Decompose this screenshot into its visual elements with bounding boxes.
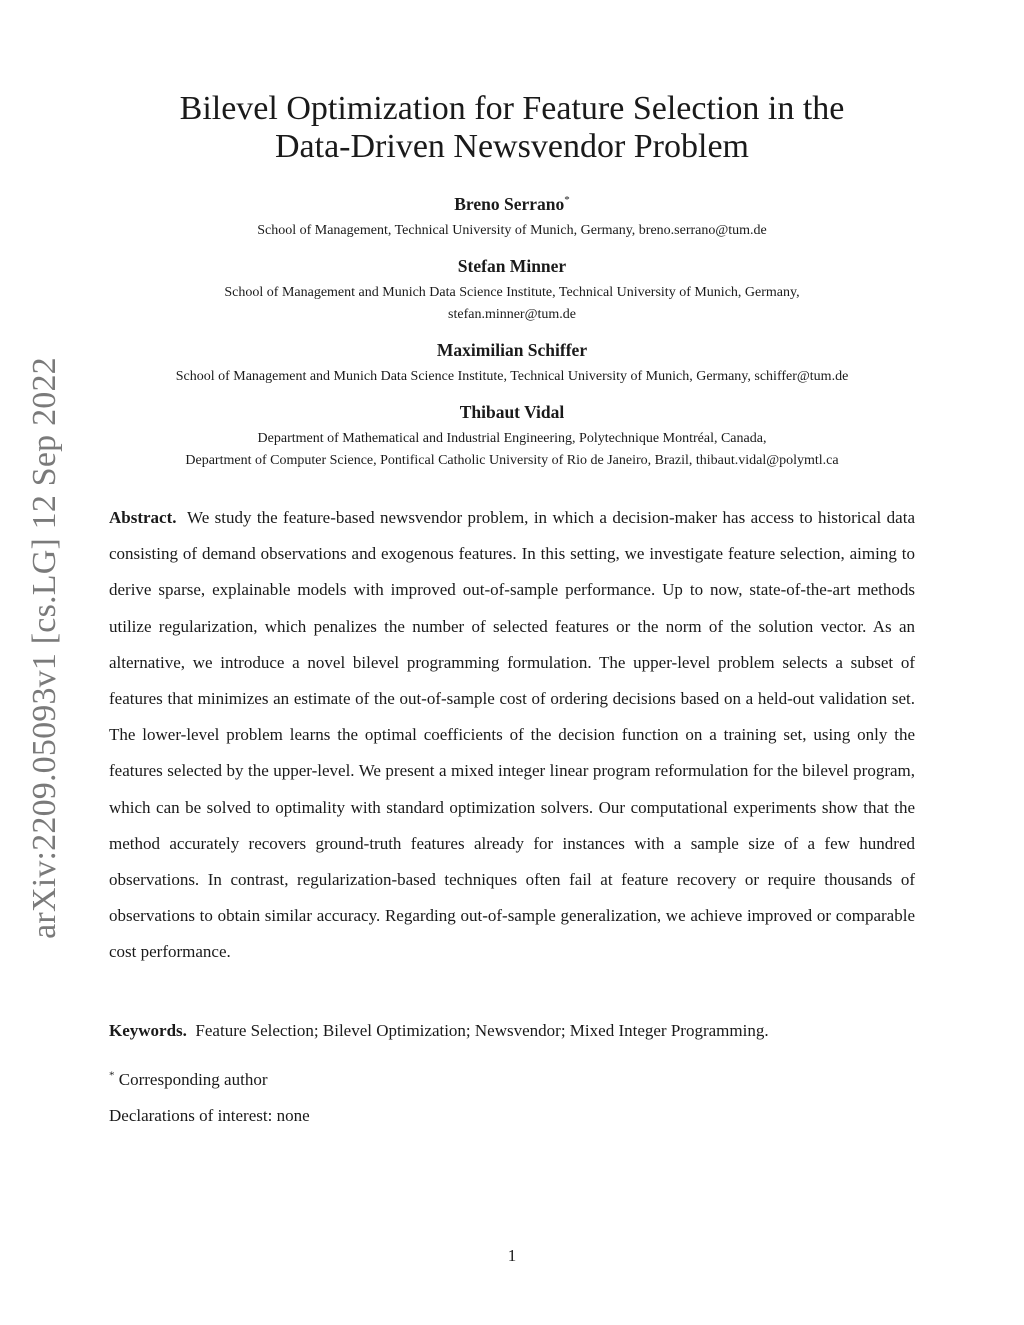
author-affiliation: School of Management, Technical University of Munich, Germany, breno.serrano@tum.de	[257, 223, 767, 238]
footnote-marker: *	[109, 1069, 115, 1082]
title-line-2: Data-Driven Newsvendor Problem	[275, 128, 749, 165]
keywords	[109, 1017, 915, 1045]
author-name: Maximilian Schiffer	[436, 340, 588, 360]
paper-title	[110, 90, 914, 166]
footnote-text: Corresponding author	[118, 1070, 268, 1089]
author-name: Breno Serrano*	[454, 194, 570, 214]
abstract	[109, 500, 915, 971]
author-block-1	[90, 193, 934, 242]
keywords-label: Keywords.	[109, 1021, 187, 1040]
author-block-2	[90, 255, 934, 326]
keywords-text: Feature Selection; Bilevel Optimization; Newsvendor; Mixed Integer Programming.	[195, 1021, 769, 1040]
abstract-text: We study the feature-based newsvendor problem, in which a decision-maker has access to historical data consisting of demand observations and exogenous features. In this setting, we investigate feature selection, aiming to derive sparse, explainable models with improved out-of-sample performance. Up to now, state-of-the-art methods utilize regularization, which penalizes the number of selected features or the norm of the solution vector. As an alternative, we introduce a novel bilevel programming formulation. The upper-level problem selects a subset of features that minimizes an estimate of the out-of-sample cost of ordering decisions based on a held-out validation set. The lower-level problem learns the optimal coefficients of the decision function on a training set, using only the features selected by the upper-level. We present a mixed integer linear program reformulation for the bilevel program, which can be solved to optimality with standard optimization solvers. Our computational experiments show that the method accurately recovers ground-truth features already for instances with a sample size of a few hundred observations. In contrast, regularization-based techniques often fail at feature recovery or require thousands of observations to obtain similar accuracy. Regarding out-of-sample generalization, we achieve improved or comparable cost performance.	[109, 508, 915, 962]
author-affiliation: Department of Mathematical and Industrial Engineering, Polytechnique Montréal, Canada, Department of Computer Science, Pontifical Catholic University of Rio de Janeiro, Brazil, thibaut.vidal@polymtl.ca	[185, 431, 839, 468]
author-name: Stefan Minner	[457, 256, 567, 276]
author-block-3	[90, 339, 934, 388]
title-line-1: Bilevel Optimization for Feature Selection in the	[179, 90, 845, 127]
footnote	[109, 1066, 915, 1094]
page-number: 1	[507, 1246, 517, 1265]
author-name: Thibaut Vidal	[459, 402, 565, 422]
corresponding-marker: *	[564, 194, 570, 207]
declarations: Declarations of interest: none	[109, 1106, 310, 1125]
abstract-label: Abstract.	[109, 508, 177, 527]
author-affiliation: School of Management and Munich Data Science Institute, Technical University of Munich, Germany, schiffer@tum.de	[175, 369, 849, 384]
arxiv-stamp-text: arXiv:2209.05093v1 [cs.LG] 12 Sep 2022	[26, 357, 63, 939]
author-block-4	[90, 401, 934, 472]
author-affiliation: School of Management and Munich Data Science Institute, Technical University of Munich, Germany, stefan.minner@tum.de	[224, 285, 800, 322]
